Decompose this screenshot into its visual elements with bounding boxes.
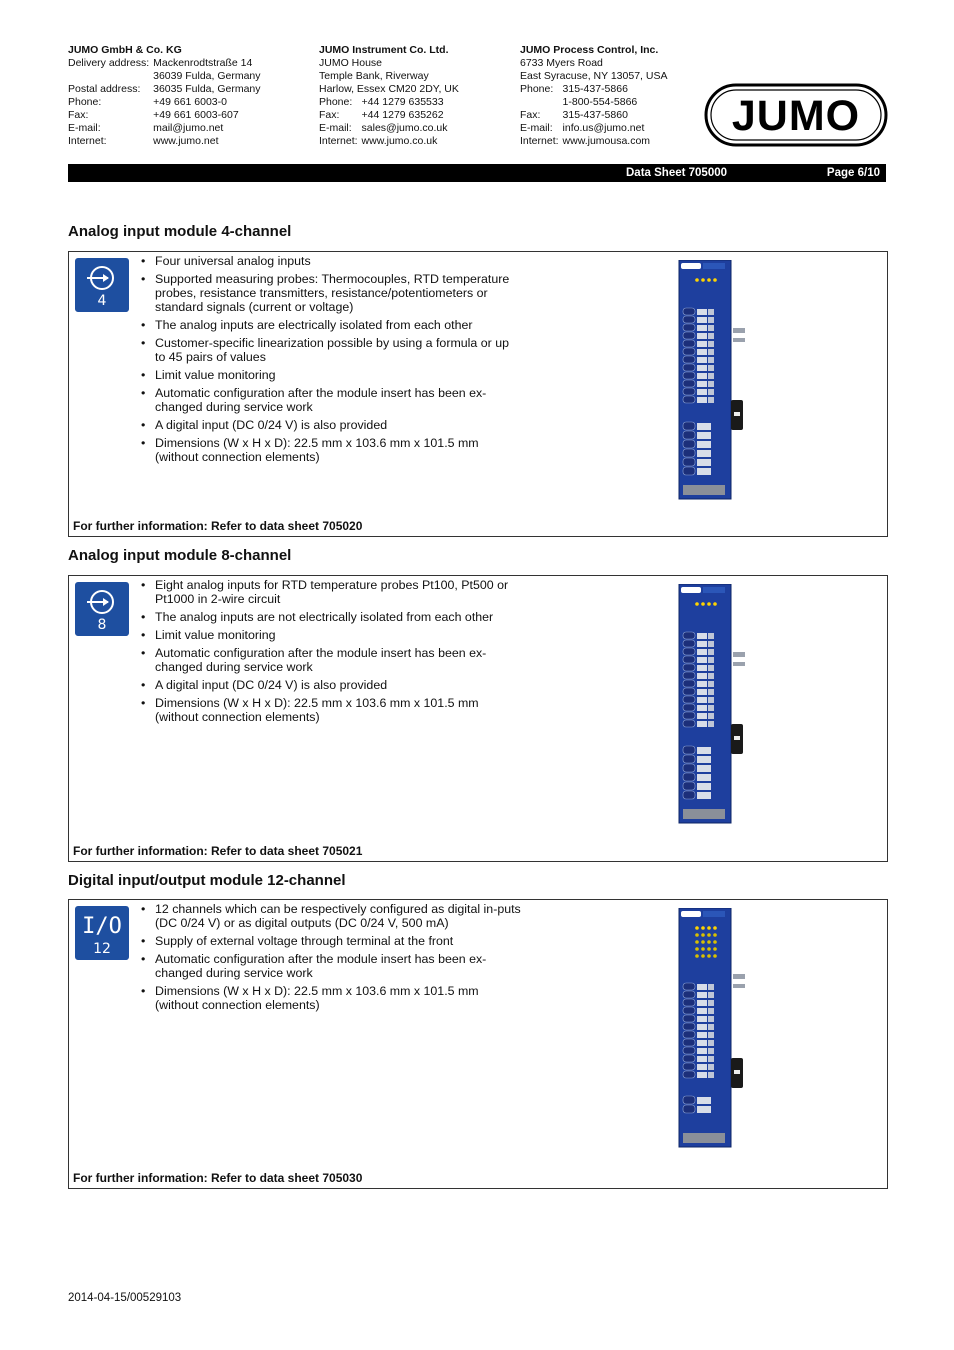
feature-item: • Automatic configuration after the module insert has been ex-changed during service work xyxy=(141,952,521,980)
address-line: Temple Bank, Riverway xyxy=(319,70,429,82)
module-box xyxy=(68,251,888,537)
further-info-note: For further information: Refer to data sheet 705021 xyxy=(73,844,363,858)
feature-item: • Four universal analog inputs xyxy=(141,254,521,268)
contact-value: +49 661 6003-0 xyxy=(153,96,227,108)
feature-item: • Eight analog inputs for RTD temperature probes Pt100, Pt500 or Pt1000 in 2-wire circuit xyxy=(141,578,521,606)
module-box xyxy=(68,575,888,862)
contact-label: Internet: xyxy=(520,135,559,147)
company-name: JUMO Instrument Co. Ltd. xyxy=(319,44,449,56)
address-line: East Syracuse, NY 13057, USA xyxy=(520,70,668,82)
contact-label: Fax: xyxy=(319,109,340,121)
io-module-icon xyxy=(75,906,129,960)
contact-value: +49 661 6003-607 xyxy=(153,109,239,121)
contact-label: Fax: xyxy=(68,109,89,121)
feature-item: • Customer-specific linearization possible by using a formula or up to 45 pairs of values xyxy=(141,336,521,364)
contact-value: www.jumo.net xyxy=(153,135,219,147)
analog-input-icon xyxy=(75,258,129,312)
feature-item: • Dimensions (W x H x D): 22.5 mm x 103.6 mm x 101.5 mm (without connection elements) xyxy=(141,984,521,1012)
feature-item: • Supported measuring probes: Thermocouples, RTD temperature probes, resistance transmitters, resistance/potentiometers or standard signals (current or voltage) xyxy=(141,272,521,314)
channel-count: 8 xyxy=(97,617,107,633)
module-image xyxy=(677,260,749,510)
contact-label: E-mail: xyxy=(319,122,352,134)
contact-label: E-mail: xyxy=(520,122,553,134)
contact-value: sales@jumo.co.uk xyxy=(361,122,448,134)
company-name: JUMO GmbH & Co. KG xyxy=(68,44,182,56)
feature-item: • Limit value monitoring xyxy=(141,628,521,642)
analog-input-icon xyxy=(75,582,129,636)
contact-value: +44 1279 635533 xyxy=(361,96,444,108)
feature-item: • Dimensions (W x H x D): 22.5 mm x 103.6 mm x 101.5 mm (without connection elements) xyxy=(141,436,521,464)
company-name: JUMO Process Control, Inc. xyxy=(520,44,659,56)
section-title: Digital input/output module 12-channel xyxy=(68,872,346,889)
channel-count: 12 xyxy=(93,941,111,957)
feature-item: • A digital input (DC 0/24 V) is also provided xyxy=(141,418,521,432)
contact-label xyxy=(68,70,153,83)
datasheet-number: Data Sheet 705000 xyxy=(626,167,728,179)
jumo-logo xyxy=(704,83,888,147)
contact-table xyxy=(68,57,261,148)
address-line: Harlow, Essex CM20 2DY, UK xyxy=(319,83,459,95)
address-line: JUMO House xyxy=(319,57,383,69)
feature-list xyxy=(141,254,521,468)
contact-label: Phone: xyxy=(520,83,554,95)
section-title: Analog input module 8-channel xyxy=(68,547,292,564)
document-id: 2014-04-15/00529103 xyxy=(68,1292,182,1304)
contact-value: 1-800-554-5866 xyxy=(562,96,638,108)
address-usa xyxy=(520,44,667,148)
module-image xyxy=(677,908,749,1158)
channel-count: 4 xyxy=(97,293,107,309)
module-image xyxy=(677,584,749,834)
contact-table xyxy=(520,83,650,148)
contact-label: Phone: xyxy=(319,96,353,108)
svg-text:JUMO: JUMO xyxy=(731,92,861,140)
feature-item: • Dimensions (W x H x D): 22.5 mm x 103.6 mm x 101.5 mm (without connection elements) xyxy=(141,696,521,724)
section-title: Analog input module 4-channel xyxy=(68,223,292,240)
contact-label: E-mail: xyxy=(68,122,101,134)
further-info-note: For further information: Refer to data sheet 705030 xyxy=(73,1171,363,1185)
contact-table xyxy=(319,96,447,148)
module-box xyxy=(68,899,888,1189)
feature-item: • The analog inputs are electrically isolated from each other xyxy=(141,318,521,332)
address-line: 6733 Myers Road xyxy=(520,57,603,69)
address-uk xyxy=(319,44,459,148)
feature-list xyxy=(141,578,521,728)
contact-value: info.us@jumo.net xyxy=(562,122,645,134)
datasheet-bar xyxy=(68,164,886,182)
contact-value: Mackenrodtstraße 14 xyxy=(153,57,253,69)
feature-item: • Supply of external voltage through terminal at the front xyxy=(141,934,521,948)
contact-value: www.jumousa.com xyxy=(562,135,651,147)
contact-value: 36039 Fulda, Germany xyxy=(153,70,261,82)
contact-value: www.jumo.co.uk xyxy=(361,135,438,147)
feature-item: • A digital input (DC 0/24 V) is also provided xyxy=(141,678,521,692)
contact-label: Postal address: xyxy=(68,83,141,95)
feature-item: • The analog inputs are not electrically isolated from each other xyxy=(141,610,521,624)
contact-label xyxy=(520,96,563,109)
feature-item: • Limit value monitoring xyxy=(141,368,521,382)
contact-value: 36035 Fulda, Germany xyxy=(153,83,261,95)
feature-item: • Automatic configuration after the module insert has been ex-changed during service work xyxy=(141,646,521,674)
feature-list xyxy=(141,902,521,1016)
further-info-note: For further information: Refer to data sheet 705020 xyxy=(73,519,363,533)
contact-label: Fax: xyxy=(520,109,541,121)
io-label: I/O xyxy=(82,914,122,939)
contact-label: Delivery address: xyxy=(68,57,150,69)
contact-label: Internet: xyxy=(68,135,107,147)
contact-value: +44 1279 635262 xyxy=(361,109,444,121)
contact-value: 315-437-5866 xyxy=(562,83,628,95)
contact-label: Internet: xyxy=(319,135,358,147)
feature-item: • 12 channels which can be respectively configured as digital in-puts (DC 0/24 V) or as digital outputs (DC 0/24 V, 500 mA) xyxy=(141,902,521,930)
feature-item: • Automatic configuration after the module insert has been ex-changed during service work xyxy=(141,386,521,414)
contact-value: 315-437-5860 xyxy=(562,109,628,121)
contact-label: Phone: xyxy=(68,96,102,108)
page-number: Page 6/10 xyxy=(826,167,880,179)
address-germany xyxy=(68,44,261,148)
contact-value: mail@jumo.net xyxy=(153,122,224,134)
